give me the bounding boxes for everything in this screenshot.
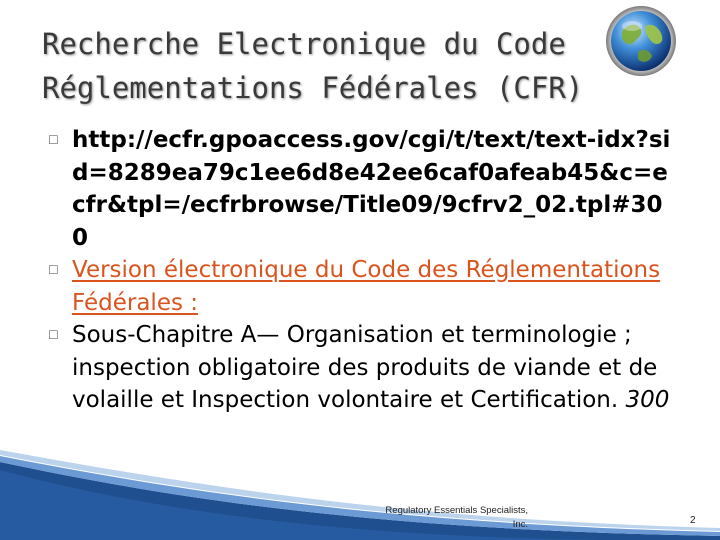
subchapter-page-ref: 300	[625, 387, 670, 413]
cfr-electronic-version-link[interactable]: Version électronique du Code des Réglementations Fédérales :	[72, 257, 661, 316]
page-number: 2	[690, 515, 696, 526]
bullet-item-link[interactable]	[48, 254, 678, 319]
slide-title-line-2: Réglementations Fédérales (CFR)	[42, 71, 584, 105]
slide-title	[42, 22, 642, 110]
bullet-item-url	[48, 124, 678, 254]
footer-company	[330, 504, 528, 532]
globe-icon	[604, 4, 678, 78]
checkbox-square-bullet-icon: ☐	[48, 263, 59, 277]
url-text: http://ecfr.gpoaccess.gov/cgi/t/text/text-idx?sid=8289ea79c1ee6d8e42ee6caf0afeab45&c=ecfr&tpl=/ecfrbrowse/Title09/9cfrv2_02.tpl#300	[72, 127, 671, 251]
bullet-item-subchapter	[48, 319, 678, 417]
footer-line-1: Regulatory Essentials Specialists,	[385, 505, 528, 516]
checkbox-square-bullet-icon: ☐	[48, 328, 59, 342]
checkbox-square-bullet-icon: ☐	[48, 133, 59, 147]
slide-title-line-1: Recherche Electronique du Code	[42, 27, 566, 61]
subchapter-text: Sous-Chapitre A— Organisation et terminologie ; inspection obligatoire des produits de viande et de volaille et Inspection volontaire et Certification.	[72, 322, 658, 413]
bullet-list	[48, 124, 678, 417]
footer-line-2: Inc.	[512, 519, 528, 530]
